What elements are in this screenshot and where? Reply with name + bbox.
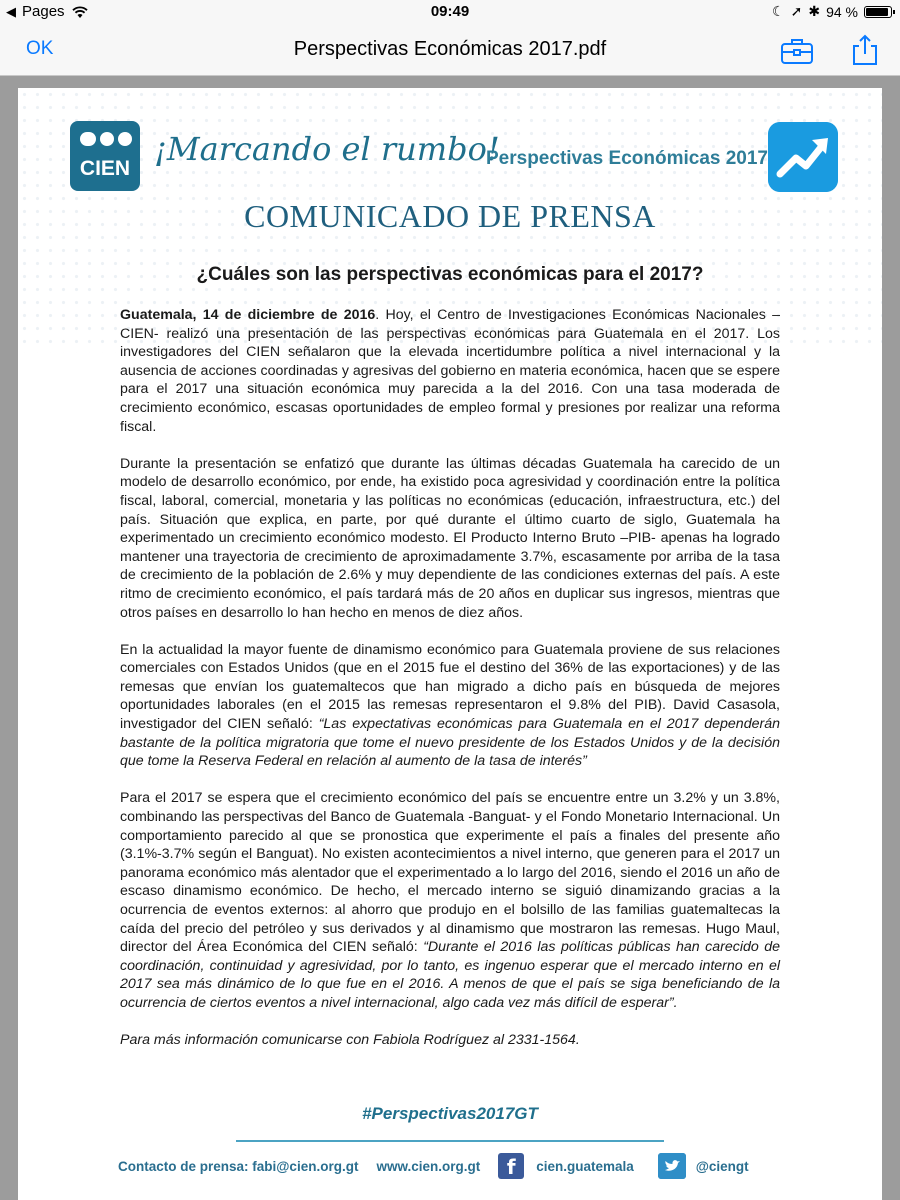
document-body bbox=[120, 306, 780, 1068]
footer-contacts bbox=[118, 1150, 818, 1182]
clock: 09:49 bbox=[430, 3, 470, 20]
press-contact: Contacto de prensa: fabi@cien.org.gt bbox=[118, 1158, 359, 1174]
quote-casasola: “Las expectativas económicas para Guatemala en el 2017 dependerán bastante de la política migratoria que tome el nuevo presidente de los Estados Unidos y de la decisión que tome la Reserva Federal en relación al aumento de la tasa de interés” bbox=[120, 716, 780, 770]
paragraph-4-text: Para el 2017 se espera que el crecimiento económico del país se encuentre entre un 3.2% y un 3.8%, combinando las perspectivas del Banco de Guatemala -Banguat- y el Fondo Monetario Internacional. Un comportamiento parecido al que se pronostica que experimente el país a finales del presente año (3.1%-3.7% según el Banguat). No existen acontecimientos a nivel interno, que generen para el 2017 un panorama económico más alentador que el experimentado a lo largo del 2016, siendo el 2016 un año de escaso dinamismo económico. De hecho, el mercado interno se siguió dinamizando gracias a la ocurrencia de eventos externos: al ahorro que produjo en el bolsillo de las familias guatemaltecas la caída del precio del petróleo y sus derivados y al dinamismo que mostraron las remesas. Hugo Maul, director del Área Económica del CIEN señaló: bbox=[120, 790, 780, 956]
paragraph-3-text: En la actualidad la mayor fuente de dinamismo económico para Guatemala proviene de sus relaciones comerciales con Estados Unidos (que en el 2015 fue el destino del 36% de las exportaciones) y de las remesas que envían los guatemaltecos que han migrado a dicho país en búsqueda de mejores oportunidades laborales (en el 2015 las remesas representaron el 9.8% del PIB). David Casasola, investigador del CIEN señaló: bbox=[120, 641, 780, 733]
paragraph-1 bbox=[120, 306, 780, 436]
website-link[interactable]: www.cien.org.gt bbox=[376, 1158, 481, 1174]
status-bar bbox=[0, 0, 900, 24]
trend-up-icon bbox=[768, 122, 838, 192]
header-title: Perspectivas Económicas 2017 bbox=[486, 148, 769, 169]
paragraph-1-text: . Hoy, el Centro de Investigaciones Económicas Nacionales –CIEN- realizó una presentación de las perspectivas económicas para Guatemala en el 2017. Los investigadores del CIEN señalaron que la elevada incertidumbre política a nivel internacional y la ausencia de acciones coordinadas y agresivas del gobierno en materia económica, hacen que se espere para el 2017 una situación económica muy parecida a la del 2016. Con una tasa moderada de crecimiento económico, escasas oportunidades de empleo formal y presiones por realizar una reforma fiscal. bbox=[120, 307, 780, 435]
cien-logo bbox=[70, 121, 140, 191]
contact-note-text: Para más información comunicarse con Fabiola Rodríguez al 2331-1564. bbox=[120, 1032, 580, 1049]
moon-icon: ☾ bbox=[772, 3, 785, 19]
twitter-handle[interactable]: @ciengt bbox=[695, 1158, 749, 1174]
paragraph-3 bbox=[120, 641, 780, 771]
logo-text: CIEN bbox=[79, 157, 131, 180]
subtitle: ¿Cuáles son las perspectivas económicas para el 2017? bbox=[196, 264, 704, 285]
battery-percent: 94 % bbox=[826, 3, 858, 20]
dateline: Guatemala, 14 de diciembre de 2016 bbox=[120, 307, 376, 323]
twitter-icon bbox=[658, 1153, 686, 1179]
paragraph-4 bbox=[120, 789, 780, 1012]
facebook-handle[interactable]: cien.guatemala bbox=[536, 1158, 634, 1174]
hashtag: #Perspectivas2017GT bbox=[362, 1104, 538, 1123]
back-app-label[interactable]: Pages bbox=[22, 3, 65, 20]
paragraph-2: Durante la presentación se enfatizó que durante las últimas décadas Guatemala ha carecido de un modelo de desarrollo económico, por ende, ha existido poca agresividad y coordinación entre la política fiscal, laboral, comercial, monetaria y las políticas no económicas (educación, infraestructura, etc.) del país. Situación que explica, en parte, por qué durante el último cuarto de siglo, Guatemala ha experimentado un crecimiento económico modesto. El Producto Interno Bruto –PIB- apenas ha logrado mantener una trayectoria de crecimiento de aproximadamente 3.7%, escasamente por arriba de la tasa de crecimiento de la población de 2.6% y muy dependiente de las condiciones externas del país. A este ritmo de crecimiento económico, el país tardará más de 20 años en duplicar sus ingresos, mientras que otros países en desarrollo lo han hecho en menos de diez años. bbox=[120, 455, 780, 621]
main-title: COMUNICADO DE PRENSA bbox=[244, 198, 656, 234]
battery-icon bbox=[864, 6, 892, 18]
share-icon[interactable] bbox=[848, 34, 882, 66]
footer-divider bbox=[236, 1140, 664, 1142]
back-arrow-icon[interactable]: ◀ bbox=[6, 3, 16, 19]
quote-maul: “Durante el 2016 las políticas públicas han carecido de coordinación, continuidad y agresividad, por lo tanto, es ingenuo esperar que el mercado interno en el 2017 sea más dinámico de lo que fue en el 2016. A menos de que el país se siga beneficiando de la ocurrencia de ciertos eventos a nivel internacional, algo cada vez más difícil de esperar”. bbox=[120, 939, 781, 1011]
facebook-icon: f bbox=[498, 1153, 524, 1179]
location-icon: ➚ bbox=[790, 3, 803, 19]
contact-note bbox=[120, 1031, 780, 1050]
nav-bar bbox=[0, 24, 900, 76]
toolbox-icon[interactable] bbox=[780, 34, 814, 66]
logo-shapes bbox=[80, 132, 132, 146]
ok-button[interactable]: OK bbox=[26, 38, 54, 59]
status-right bbox=[772, 3, 892, 20]
battery-fill bbox=[866, 8, 888, 16]
document-title: Perspectivas Económicas 2017.pdf bbox=[293, 38, 607, 60]
slogan: ¡Marcando el rumbo! bbox=[154, 130, 500, 168]
bluetooth-icon: ✱ bbox=[808, 3, 821, 19]
pdf-page[interactable] bbox=[18, 88, 882, 1200]
